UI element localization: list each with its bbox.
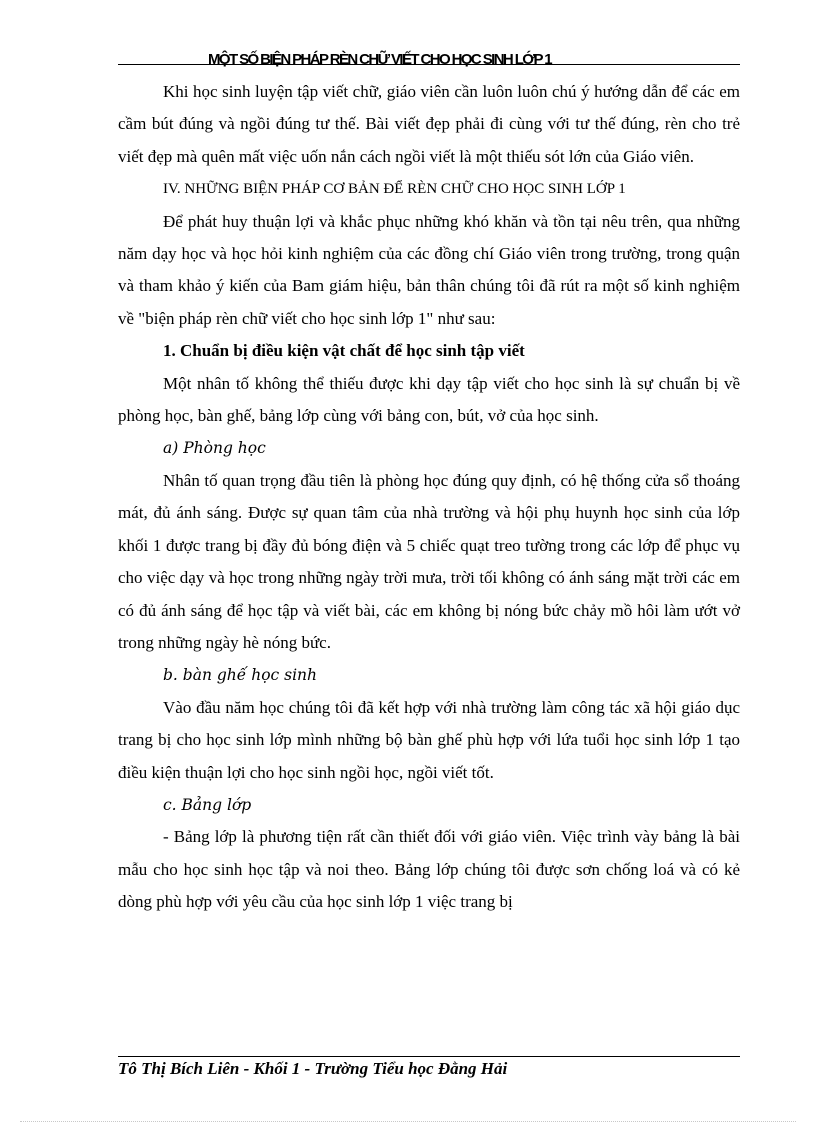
footer-divider xyxy=(118,1056,740,1057)
section-heading-iv: IV. NHỮNG BIỆN PHÁP CƠ BẢN ĐỂ RÈN CHỮ CHO HỌC SINH LỚP 1 xyxy=(163,181,626,198)
header-divider xyxy=(118,64,740,65)
footer-author: Tô Thị Bích Liên - Khối 1 - Trường Tiểu học Đằng Hải xyxy=(118,1059,508,1078)
paragraph-posture: Khi học sinh luyện tập viết chữ, giáo viên cần luôn luôn chú ý hướng dẫn để các em cầm bút đúng và ngồi đúng tư thế. Bài viết đẹp phải đi cùng với tư thế đúng, rèn cho trẻ viết đẹp mà quên mất việc uốn nắn cách ngồi viết là một thiếu sót lớn của Giáo viên. xyxy=(118,82,740,166)
subheading-desks: b. bàn ghế học sinh xyxy=(163,666,318,685)
page-header-title: MỘT SỐ BIỆN PHÁP RÈN CHỮ VIẾT CHO HỌC SINH LỚP 1 xyxy=(208,51,551,68)
document-body xyxy=(118,76,740,919)
page-bottom-border xyxy=(20,1121,796,1122)
subheading-preparation: 1. Chuẩn bị điều kiện vật chất để học sinh tập viết xyxy=(163,341,525,361)
subheading-classroom: a) Phòng học xyxy=(163,439,266,458)
paragraph-preparation: Một nhân tố không thể thiếu được khi dạy tập viết cho học sinh là sự chuẩn bị về phòng học, bàn ghế, bảng lớp cùng với bảng con, bút, vở của học sinh. xyxy=(118,373,740,426)
paragraph-board: - Bảng lớp là phương tiện rất cần thiết đối với giáo viên. Việc trình vày bảng là bài mẫu cho học sinh học tập và noi theo. Bảng lớp chúng tôi được sơn chống loá và có kẻ dòng phù hợp với yêu cầu của học sinh lớp 1 việc trang bị xyxy=(118,827,740,912)
paragraph-experience: Để phát huy thuận lợi và khắc phục những khó khăn và tồn tại nêu trên, qua những năm dạy học và học hỏi kinh nghiệm của các đồng chí Giáo viên trong trường, trong quận và tham khảo ý kiến của Bam giám hiệu, bản thân chúng tôi đã rút ra một số kinh nghiệm về "biện pháp rèn chữ viết cho học sinh lớp 1" như sau: xyxy=(118,211,740,328)
paragraph-classroom: Nhân tố quan trọng đầu tiên là phòng học đúng quy định, có hệ thống cửa sổ thoáng mát, đủ ánh sáng. Được sự quan tâm của nhà trường và hội phụ huynh học sinh của lớp khối 1 được trang bị đầy đủ bóng điện và 5 chiếc quạt treo tường trong các lớp để phục vụ cho việc dạy và học trong những ngày trời mưa, trời tối không có ánh sáng mặt trời các em có đủ ánh sáng để học tập và viết bài, các em không bị nóng bức chảy mồ hôi làm ướt vở trong những ngày hè nóng bức. xyxy=(118,470,740,652)
paragraph-desks: Vào đầu năm học chúng tôi đã kết hợp với nhà trường làm công tác xã hội giáo dục trang bị cho học sinh lớp mình những bộ bàn ghế phù hợp với lứa tuổi học sinh lớp 1 tạo điều kiện thuận lợi cho học sinh ngồi học, ngồi viết tốt. xyxy=(118,697,740,782)
subheading-board: c. Bảng lớp xyxy=(163,795,252,814)
